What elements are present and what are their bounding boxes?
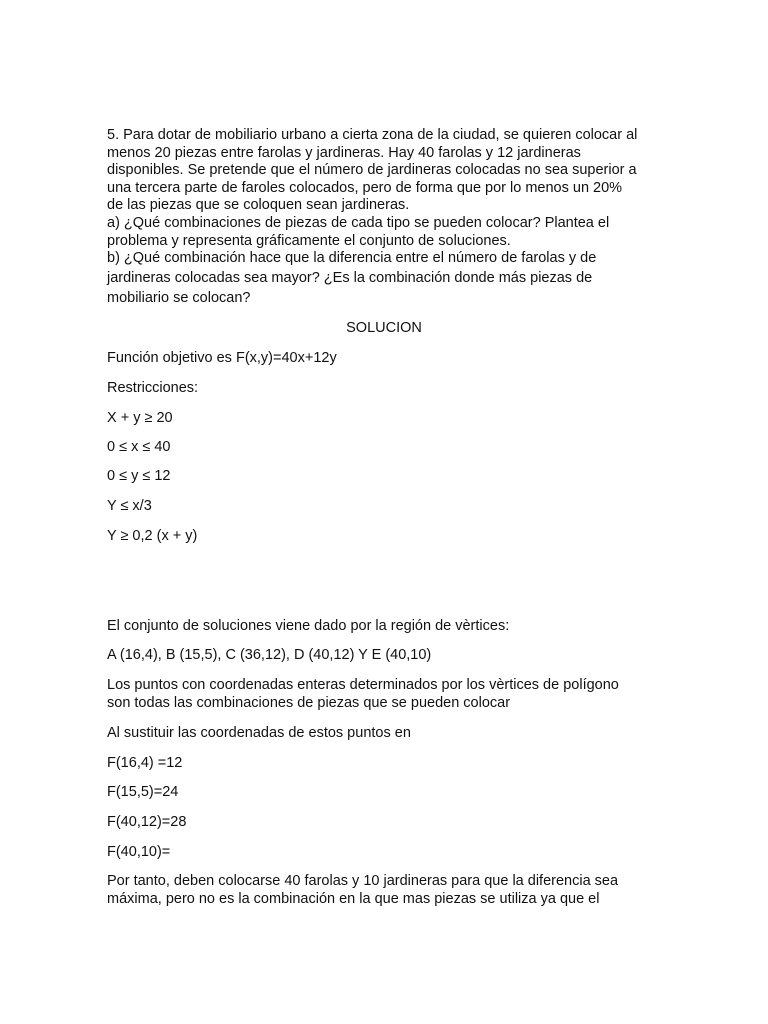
restriction-item: 0 ≤ x ≤ 40 <box>107 439 171 455</box>
restriction-item: 0 ≤ y ≤ 12 <box>107 468 171 484</box>
evaluation-item: F(40,10)= <box>107 844 171 860</box>
conclusion-line: máxima, pero no es la combinación en la que mas piezas se utiliza ya que el <box>107 891 600 907</box>
problem-line: 5. Para dotar de mobiliario urbano a cierta zona de la ciudad, se quieren colocar al <box>107 127 638 143</box>
problem-line: problema y representa gráficamente el conjunto de soluciones. <box>107 232 511 249</box>
problem-statement <box>107 127 667 308</box>
evaluation-item: F(40,12)=28 <box>107 814 187 830</box>
integer-points-line: son todas las combinaciones de piezas que se pueden colocar <box>107 695 511 711</box>
problem-line: menos 20 piezas entre farolas y jardineras. Hay 40 farolas y 12 jardineras <box>107 144 581 161</box>
problem-line: disponibles. Se pretende que el número de jardineras colocadas no sea superior a <box>107 162 637 179</box>
restrictions-label: Restricciones: <box>107 380 199 396</box>
problem-line: mobiliario se colocan? <box>107 289 251 306</box>
objective-function: Función objetivo es F(x,y)=40x+12y <box>107 350 337 366</box>
integer-points-line: Los puntos con coordenadas enteras determinados por los vèrtices de polígono <box>107 677 619 693</box>
evaluation-item: F(16,4) =12 <box>107 755 183 771</box>
problem-line: de las piezas que se coloquen sean jardineras. <box>107 197 410 214</box>
substitute-text: Al sustituir las coordenadas de estos puntos en <box>107 725 411 741</box>
problem-line: jardineras colocadas sea mayor? ¿Es la combinación donde más piezas de <box>107 269 593 286</box>
vertices-list: A (16,4), B (15,5), C (36,12), D (40,12) Y E (40,10) <box>107 647 432 663</box>
problem-line: a) ¿Qué combinaciones de piezas de cada tipo se pueden colocar? Plantea el <box>107 214 610 231</box>
evaluation-item: F(15,5)=24 <box>107 784 179 800</box>
restriction-item: Y ≥ 0,2 (x + y) <box>107 528 198 544</box>
conclusion-line: Por tanto, deben colocarse 40 farolas y 10 jardineras para que la diferencia sea <box>107 873 619 889</box>
problem-line: una tercera parte de faroles colocados, pero de forma que por lo menos un 20% <box>107 179 623 196</box>
problem-line: b) ¿Qué combinación hace que la diferencia entre el número de farolas y de <box>107 250 597 267</box>
solution-heading: SOLUCION <box>346 320 422 336</box>
region-intro: El conjunto de soluciones viene dado por la región de vèrtices: <box>107 618 510 634</box>
restriction-item: Y ≤ x/3 <box>107 498 152 514</box>
restriction-item: X + y ≥ 20 <box>107 410 173 426</box>
